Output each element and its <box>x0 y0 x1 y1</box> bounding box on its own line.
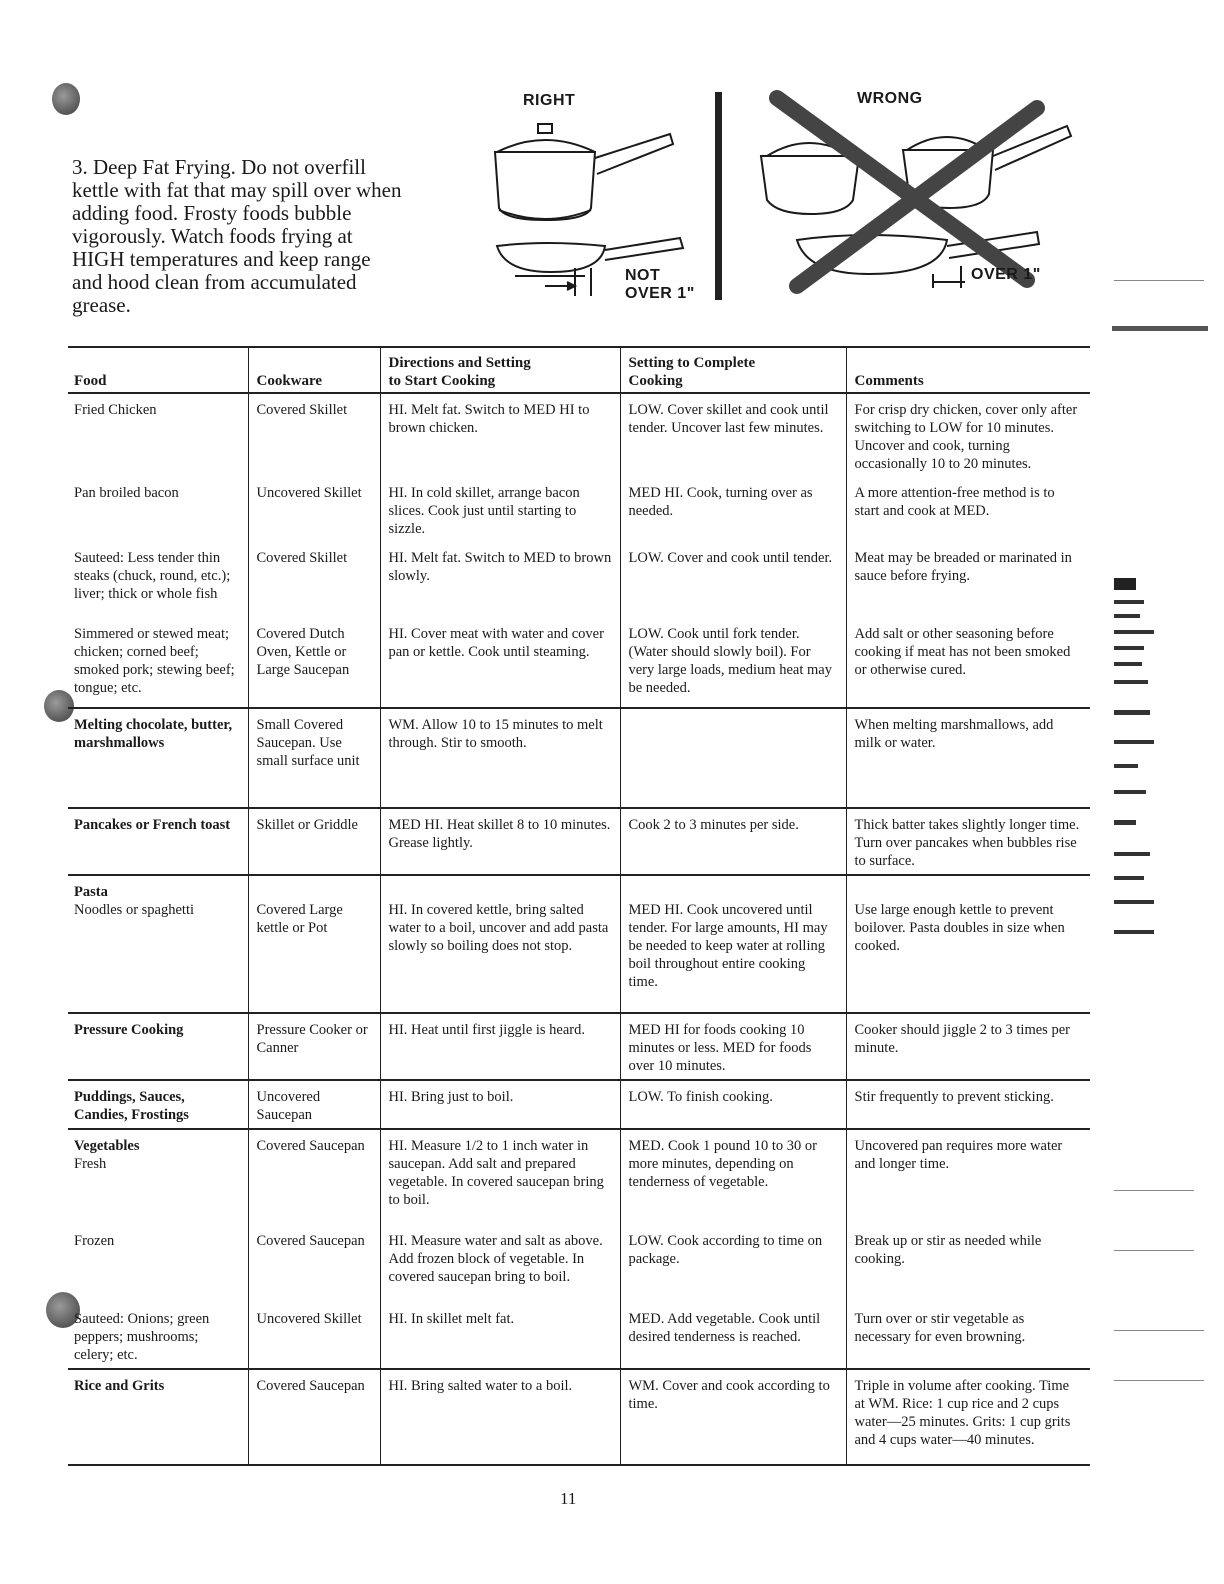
cookware-cell: Uncovered Skillet <box>248 477 380 542</box>
cookware-cell: Covered Skillet <box>248 542 380 618</box>
cookware-cell: Uncovered Saucepan <box>248 1080 380 1129</box>
directions-cell: HI. Measure water and salt as above. Add frozen block of vegetable. In covered saucepan bring to boil. <box>380 1225 620 1303</box>
table-row <box>68 1369 1090 1465</box>
header-comments: Comments <box>846 347 1090 393</box>
food-cell <box>68 1129 248 1225</box>
comments-cell: Stir frequently to prevent sticking. <box>846 1080 1090 1129</box>
comments-cell: Break up or stir as needed while cooking. <box>846 1225 1090 1303</box>
complete-cell: Cook 2 to 3 minutes per side. <box>620 808 846 875</box>
directions-cell: WM. Allow 10 to 15 minutes to melt through. Stir to smooth. <box>380 708 620 808</box>
table-row <box>68 477 1090 542</box>
table-row <box>68 393 1090 477</box>
cookware-cell: Covered Saucepan <box>248 1129 380 1225</box>
complete-cell: MED. Cook 1 pound 10 to 30 or more minutes, depending on tenderness of vegetable. <box>620 1129 846 1225</box>
comments-cell: Meat may be breaded or marinated in sauce before frying. <box>846 542 1090 618</box>
table-row <box>68 542 1090 618</box>
directions-cell: HI. Cover meat with water and cover pan or kettle. Cook until steaming. <box>380 618 620 708</box>
cookware-cell: Pressure Cooker or Canner <box>248 1013 380 1080</box>
complete-cell: LOW. Cover skillet and cook until tender. Uncover last few minutes. <box>620 393 846 477</box>
intro-number: 3. <box>72 155 88 179</box>
complete-cell: LOW. Cover and cook until tender. <box>620 542 846 618</box>
over-label: OVER 1" <box>971 266 1041 283</box>
complete-cell: LOW. Cook until fork tender. (Water should slowly boil). For very large loads, medium heat may be needed. <box>620 618 846 708</box>
scan-margin-artifacts <box>1110 0 1220 1584</box>
comments-cell: Use large enough kettle to prevent boilover. Pasta doubles in size when cooked. <box>846 875 1090 1013</box>
food-title: Vegetables <box>74 1138 140 1154</box>
directions-cell: HI. In covered kettle, bring salted water to a boil, uncover and add pasta slowly so boiling does not stop. <box>380 875 620 1013</box>
not-over-label <box>625 267 695 303</box>
food-cell: Sauteed: Onions; green peppers; mushrooms; celery; etc. <box>74 1311 210 1363</box>
food-cell: Simmered or stewed meat; chicken; corned beef; smoked pork; stewing beef; tongue; etc. <box>74 626 235 696</box>
food-cell <box>68 875 248 1013</box>
deep-fat-frying-intro <box>72 156 402 317</box>
right-label: RIGHT <box>523 92 576 109</box>
comments-cell: A more attention-free method is to start and cook at MED. <box>846 477 1090 542</box>
intro-text: Deep Fat Frying. Do not overfill kettle with fat that may spill over when adding food. Frosty foods bubble vigorously. Watch foods frying at HIGH temperatures and keep range and hood clean from accumulated grease. <box>72 155 402 317</box>
punch-hole-top <box>52 83 80 115</box>
food-cell: Frozen <box>74 1233 115 1249</box>
directions-cell: HI. Melt fat. Switch to MED to brown slowly. <box>380 542 620 618</box>
food-cell: Pan broiled bacon <box>74 485 179 501</box>
over-1-text: OVER 1" <box>625 285 695 302</box>
directions-cell: MED HI. Heat skillet 8 to 10 minutes. Grease lightly. <box>380 808 620 875</box>
food-cell: Pressure Cooking <box>68 1013 248 1080</box>
header-cookware: Cookware <box>248 347 380 393</box>
cookware-cell: Covered Skillet <box>248 393 380 477</box>
food-cell: Pancakes or French toast <box>68 808 248 875</box>
comments-cell: Turn over or stir vegetable as necessary for even browning. <box>846 1303 1090 1369</box>
table-row <box>68 708 1090 808</box>
wrong-pans-drawing <box>737 90 1077 320</box>
complete-cell: MED HI. Cook, turning over as needed. <box>620 477 846 542</box>
comments-cell: Thick batter takes slightly longer time. Turn over pancakes when bubbles rise to surface. <box>846 808 1090 875</box>
comments-cell: Uncovered pan requires more water and longer time. <box>846 1129 1090 1225</box>
food-cell: Puddings, Sauces, Candies, Frostings <box>68 1080 248 1129</box>
complete-cell: LOW. To finish cooking. <box>620 1080 846 1129</box>
complete-cell: WM. Cover and cook according to time. <box>620 1369 846 1465</box>
directions-cell: HI. Bring just to boil. <box>380 1080 620 1129</box>
directions-cell: HI. In cold skillet, arrange bacon slices. Cook just until starting to sizzle. <box>380 477 620 542</box>
comments-cell: For crisp dry chicken, cover only after switching to LOW for 10 minutes. Uncover and cook, turning occasionally 10 to 20 minutes. <box>846 393 1090 477</box>
directions-cell: HI. Heat until first jiggle is heard. <box>380 1013 620 1080</box>
food-cell: Sauteed: Less tender thin steaks (chuck, round, etc.); liver; thick or whole fish <box>74 550 231 602</box>
cookware-cell: Small Covered Saucepan. Use small surface unit <box>248 708 380 808</box>
header-food: Food <box>68 347 248 393</box>
directions-cell: HI. In skillet melt fat. <box>380 1303 620 1369</box>
directions-cell: HI. Melt fat. Switch to MED HI to brown chicken. <box>380 393 620 477</box>
food-subtitle: Fresh <box>74 1156 107 1172</box>
complete-cell: MED HI. Cook uncovered until tender. For large amounts, HI may be needed to keep water at rolling boil throughout entire cooking time. <box>620 875 846 1013</box>
comments-cell: Add salt or other seasoning before cooking if meat has not been smoked or otherwise cured. <box>846 618 1090 708</box>
comments-cell: Triple in volume after cooking. Time at WM. Rice: 1 cup rice and 2 cups water—25 minutes. Grits: 1 cup grits and 4 cups water—40 minutes. <box>846 1369 1090 1465</box>
frying-illustration <box>475 80 1115 320</box>
cookware-cell: Covered Large kettle or Pot <box>248 875 380 1013</box>
cookware-cell: Covered Dutch Oven, Kettle or Large Saucepan <box>248 618 380 708</box>
cooking-guide-table <box>68 346 1090 1466</box>
table-row <box>68 1129 1090 1225</box>
table-row <box>68 618 1090 708</box>
header-directions: Directions and Setting to Start Cooking <box>380 347 620 393</box>
food-cell: Fried Chicken <box>74 402 157 418</box>
table-row <box>68 808 1090 875</box>
table-row <box>68 1303 1090 1369</box>
cookware-cell: Covered Saucepan <box>248 1225 380 1303</box>
table-row <box>68 1013 1090 1080</box>
table-header-row <box>68 347 1090 393</box>
complete-cell <box>620 708 846 808</box>
page-number: 11 <box>560 1489 577 1508</box>
table-row <box>68 875 1090 1013</box>
comments-cell: When melting marshmallows, add milk or water. <box>846 708 1090 808</box>
complete-cell: MED HI for foods cooking 10 minutes or less. MED for foods over 10 minutes. <box>620 1013 846 1080</box>
food-subtitle: Noodles or spaghetti <box>74 902 195 918</box>
table-row <box>68 1080 1090 1129</box>
wrong-label: WRONG <box>857 90 923 107</box>
header-complete: Setting to Complete Cooking <box>620 347 846 393</box>
not-text: NOT <box>625 267 661 284</box>
complete-cell: MED. Add vegetable. Cook until desired tenderness is reached. <box>620 1303 846 1369</box>
food-cell: Melting chocolate, butter, marshmallows <box>68 708 248 808</box>
illustration-divider <box>715 92 722 300</box>
directions-cell: HI. Bring salted water to a boil. <box>380 1369 620 1465</box>
food-title: Pasta <box>74 884 108 900</box>
comments-cell: Cooker should jiggle 2 to 3 times per minute. <box>846 1013 1090 1080</box>
cookware-cell: Covered Saucepan <box>248 1369 380 1465</box>
cookware-cell: Skillet or Griddle <box>248 808 380 875</box>
cookware-cell: Uncovered Skillet <box>248 1303 380 1369</box>
complete-cell: LOW. Cook according to time on package. <box>620 1225 846 1303</box>
directions-cell: HI. Measure 1/2 to 1 inch water in saucepan. Add salt and prepared vegetable. In covered saucepan bring to boil. <box>380 1129 620 1225</box>
food-cell: Rice and Grits <box>68 1369 248 1465</box>
table-row <box>68 1225 1090 1303</box>
